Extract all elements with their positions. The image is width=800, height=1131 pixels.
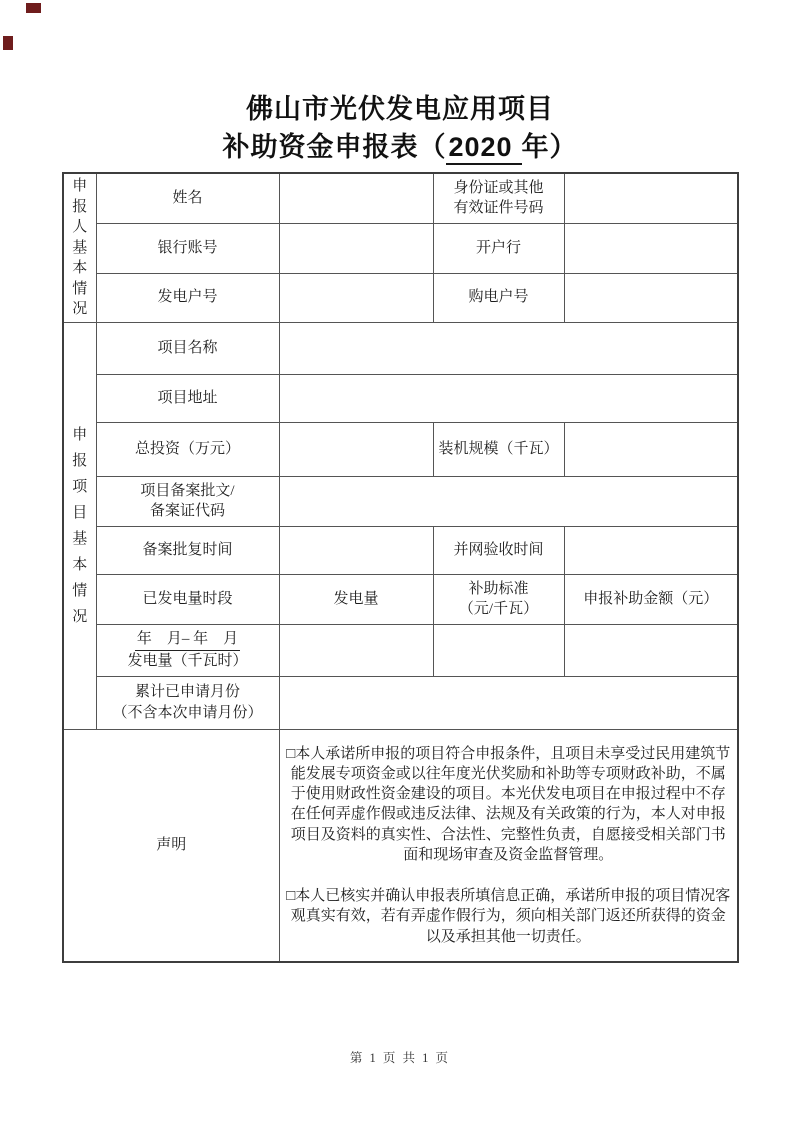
bank-name-label: 开户行 [433, 223, 564, 273]
project-name-label: 项目名称 [96, 322, 279, 374]
purchase-account-value-cell [564, 273, 738, 322]
bank-account-label: 银行账号 [96, 223, 279, 273]
subsidy-standard-value-cell [433, 624, 564, 676]
declaration-label: 声明 [63, 729, 279, 962]
date-range-label [96, 624, 279, 676]
id-number-value-cell [564, 173, 738, 223]
grid-acceptance-label: 并网验收时间 [433, 526, 564, 574]
project-name-value-cell [279, 322, 738, 374]
project-address-value-cell [279, 374, 738, 422]
page-footer: 第 1 页 共 1 页 [349, 1051, 451, 1065]
subsidy-standard-header-line2: （元/千瓦） [458, 601, 539, 617]
bank-account-value-cell [279, 223, 433, 273]
capacity-label: 装机规模（千瓦） [433, 422, 564, 476]
generation-account-value-cell [279, 273, 433, 322]
date-range-underlined: 年 月– 年 月 [135, 629, 240, 651]
filing-doc-label [96, 476, 279, 526]
purchase-account-label: 购电户号 [433, 273, 564, 322]
generation-period-label: 已发电量时段 [96, 574, 279, 624]
scan-artifact-mark [26, 3, 41, 13]
applied-months-label-line2: （不含本次申请月份） [112, 704, 263, 721]
id-number-label-line1: 身份证或其他 [453, 180, 544, 196]
subsidy-standard-header [433, 574, 564, 624]
investment-value-cell [279, 422, 433, 476]
investment-label: 总投资（万元） [96, 422, 279, 476]
application-table [62, 172, 739, 963]
project-address-label: 项目地址 [96, 374, 279, 422]
generation-amount-value-cell [279, 624, 433, 676]
date-range-label-line2: 发电量（千瓦时） [127, 653, 248, 669]
subsidy-amount-header: 申报补助金额（元） [564, 574, 738, 624]
title-year-underlined: 2020 [446, 132, 521, 165]
applied-months-value-cell [279, 676, 738, 729]
bank-name-value-cell [564, 223, 738, 273]
subsidy-amount-value-cell [564, 624, 738, 676]
generation-account-label: 发电户号 [96, 273, 279, 322]
filing-time-value-cell [279, 526, 433, 574]
title-line2-suffix: 年） [521, 132, 578, 162]
section-header-applicant [63, 173, 96, 322]
section-header-project [63, 322, 96, 729]
declaration-paragraph-1: □本人承诺所申报的项目符合申报条件，且项目未享受过民用建筑节能发展专项资金或以往年度光伏奖励和补助等专项财政补助，不属于使用财政性资金建设的项目。本光伏发电项目在申报过程中不存在任何弄虚作假或违反法律、法规及有关政策的行为，本人对申报项目及资料的真实性、合法性、完整性负责，自愿接受相关部门书面和现场审查及资金监督管理。 [286, 745, 731, 863]
filing-doc-label-line1: 项目备案批文/ [140, 482, 235, 499]
subsidy-standard-header-line1: 补助标准 [468, 580, 529, 597]
name-label: 姓名 [96, 173, 279, 223]
declaration-paragraph-2: □本人已核实并确认申报表所填信息正确，承诺所申报的项目情况客观真实有效，若有弄虚作假行为，须向相关部门返还所获得的资金以及承担其他一切责任。 [286, 888, 731, 945]
title-line2-prefix: 补助资金申报表（ [222, 132, 447, 162]
form-title-line1: 佛山市光伏发电应用项目 [246, 94, 554, 124]
name-value-cell [279, 173, 433, 223]
date-range-label-line1 [101, 629, 275, 651]
form-title-line2 [0, 128, 800, 166]
form-title [0, 90, 800, 166]
filing-doc-label-line2: 备案证代码 [149, 503, 225, 519]
filing-doc-value-cell [279, 476, 738, 526]
filing-time-label: 备案批复时间 [96, 526, 279, 574]
capacity-value-cell [564, 422, 738, 476]
applied-months-label [96, 676, 279, 729]
scan-artifact-mark [3, 36, 13, 50]
section-header-project-text: 申报项目基本情况 [72, 426, 88, 625]
generation-amount-header: 发电量 [279, 574, 433, 624]
applied-months-label-line1: 累计已申请月份 [134, 684, 240, 701]
section-header-applicant-text: 申报人基本情况 [72, 178, 88, 317]
id-number-label-line2: 有效证件号码 [453, 200, 544, 217]
declaration-text-cell [279, 729, 738, 962]
grid-acceptance-value-cell [564, 526, 738, 574]
id-number-label [433, 173, 564, 223]
